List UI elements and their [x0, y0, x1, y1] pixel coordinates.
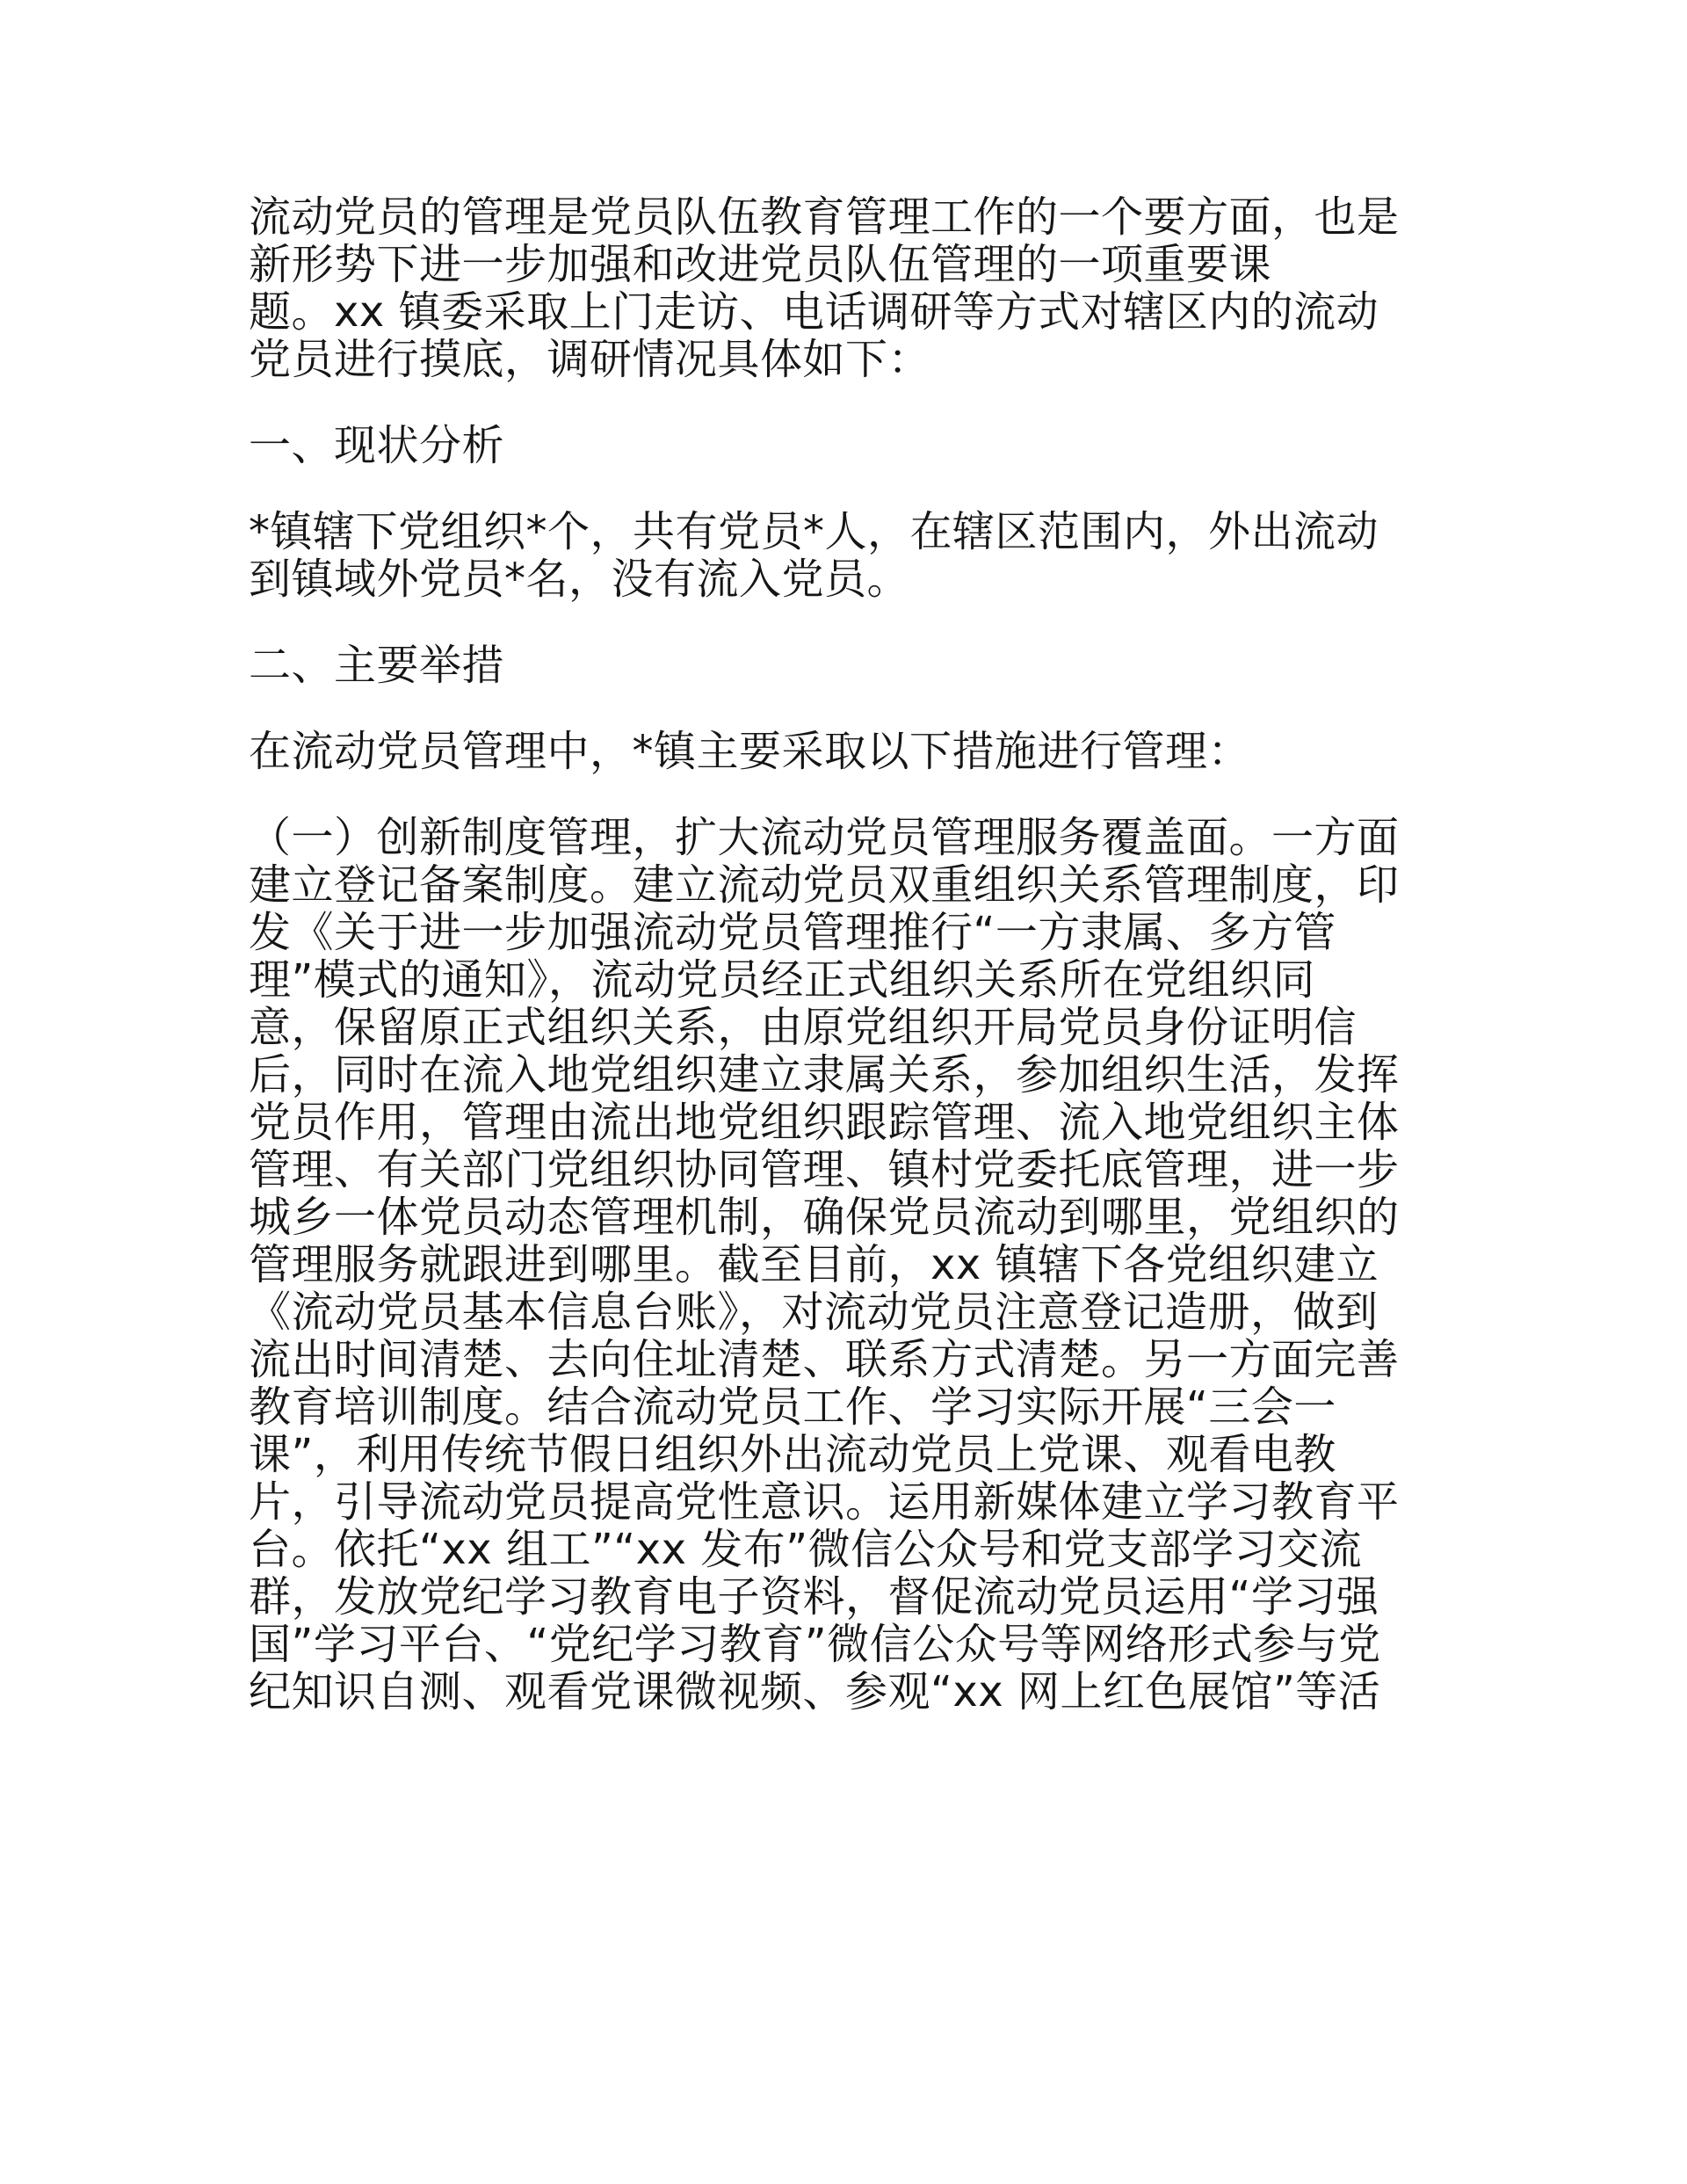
- document-page: [249, 193, 1430, 1716]
- heading-text: 一、现状分析: [249, 421, 505, 470]
- measure-one-paragraph: [249, 814, 1430, 1716]
- text-line: 在流动党员管理中，*镇主要采取以下措施进行管理：: [249, 727, 1251, 776]
- text-line: 流动党员的管理是党员队伍教育管理工作的一个要方面，也是: [249, 192, 1400, 242]
- text-line: 片，引导流动党员提高党性意识。运用新媒体建立学习教育平: [249, 1477, 1400, 1527]
- measures-intro-paragraph: [249, 728, 1430, 775]
- intro-paragraph: [249, 193, 1430, 383]
- text-line: 题。xx 镇委采取上门走访、电话调研等方式对辖区内的流动: [249, 287, 1379, 337]
- text-line: 国”学习平台、“党纪学习教育”微信公众号等网络形式参与党: [249, 1620, 1381, 1669]
- text-line: 教育培训制度。结合流动党员工作、学习实际开展“三会一: [249, 1382, 1336, 1432]
- status-paragraph: [249, 508, 1430, 603]
- text-line: 台。依托“xx 组工”“xx 发布”微信公众号和党支部学习交流: [249, 1525, 1363, 1574]
- text-line: 《流动党员基本信息台账》，对流动党员注意登记造册，做到: [249, 1288, 1379, 1337]
- heading-text: 二、主要举措: [249, 641, 505, 690]
- text-line: 发《关于进一步加强流动党员管理推行“一方隶属、多方管: [249, 908, 1336, 957]
- text-line: 城乡一体党员动态管理机制，确保党员流动到哪里，党组织的: [249, 1193, 1400, 1242]
- text-line: （一）创新制度管理，扩大流动党员管理服务覆盖面。一方面: [249, 813, 1400, 862]
- section-heading-measures: [249, 642, 1430, 689]
- text-line: 纪知识自测、观看党课微视频、参观“xx 网上红色展馆”等活: [249, 1667, 1381, 1716]
- text-line: 意，保留原正式组织关系，由原党组织开局党员身份证明信: [249, 1003, 1358, 1052]
- text-line: 党员进行摸底，调研情况具体如下：: [249, 335, 931, 384]
- text-line: 理”模式的通知》，流动党员经正式组织关系所在党组织同: [249, 955, 1315, 1005]
- text-line: 管理服务就跟进到哪里。截至目前，xx 镇辖下各党组织建立: [249, 1240, 1379, 1289]
- text-line: *镇辖下党组织*个，共有党员*人，在辖区范围内，外出流动: [249, 507, 1379, 556]
- text-line: 管理、有关部门党组织协同管理、镇村党委托底管理，进一步: [249, 1145, 1400, 1194]
- text-line: 党员作用，管理由流出地党组织跟踪管理、流入地党组织主体: [249, 1098, 1400, 1147]
- text-line: 到镇域外党员*名，没有流入党员。: [249, 555, 910, 604]
- text-line: 新形势下进一步加强和改进党员队伍管理的一项重要课: [249, 240, 1272, 289]
- text-line: 后，同时在流入地党组织建立隶属关系，参加组织生活，发挥: [249, 1050, 1400, 1099]
- text-line: 建立登记备案制度。建立流动党员双重组织关系管理制度，印: [249, 860, 1400, 910]
- text-line: 流出时间清楚、去向住址清楚、联系方式清楚。另一方面完善: [249, 1335, 1400, 1384]
- text-line: 课”，利用传统节假日组织外出流动党员上党课、观看电教: [249, 1430, 1336, 1479]
- section-heading-status: [249, 422, 1430, 469]
- text-line: 群，发放党纪学习教育电子资料，督促流动党员运用“学习强: [249, 1572, 1379, 1622]
